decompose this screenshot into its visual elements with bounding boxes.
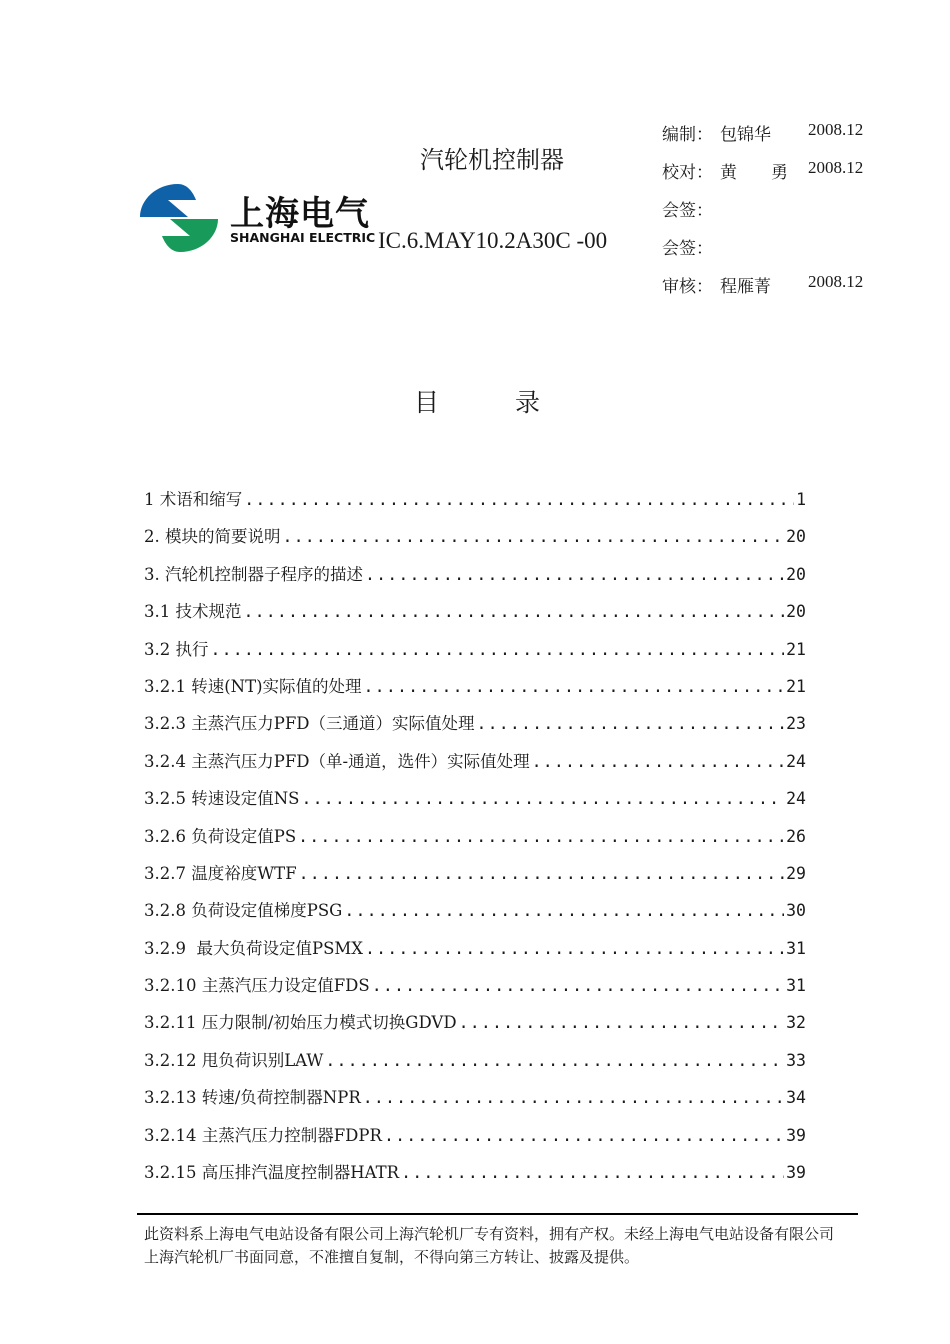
- toc-entry[interactable]: [144, 1084, 806, 1121]
- toc-entry-title: 3.2.7 温度裕度WTF: [144, 863, 297, 883]
- approval-block: [662, 120, 892, 310]
- toc-entry-title: 3.2.14 主蒸汽压力控制器FDPR: [144, 1125, 382, 1145]
- toc-entry[interactable]: [144, 972, 806, 1009]
- approval-label: 编制：: [662, 125, 713, 145]
- toc-dot-leader: [384, 1126, 784, 1145]
- toc-dot-leader: [283, 527, 785, 546]
- toc-entry-title: 3. 汽轮机控制器子程序的描述: [144, 564, 363, 584]
- approval-date: 2008.12: [808, 120, 864, 139]
- toc-entry[interactable]: [144, 523, 806, 560]
- toc-entry-title: 3.2.11 压力限制/初始压力模式切换GDVD: [144, 1013, 457, 1033]
- toc-entry[interactable]: [144, 486, 806, 523]
- toc-dot-leader: [532, 752, 785, 771]
- toc-entry[interactable]: [144, 636, 806, 673]
- footer-divider: [137, 1213, 858, 1215]
- approval-row-review: [662, 272, 892, 310]
- toc-entry-title: 1 术语和缩写: [144, 490, 243, 509]
- toc-entry[interactable]: [144, 860, 806, 897]
- toc-entry[interactable]: [144, 897, 806, 934]
- toc-dot-leader: [298, 827, 784, 846]
- approval-row-compiled: [662, 120, 892, 158]
- toc-entry-title: 3.2.3 主蒸汽压力PFD（三通道）实际值处理: [144, 714, 475, 734]
- toc-entry-title: 3.2.15 高压排汽温度控制器HATR: [144, 1163, 400, 1183]
- logo-name-en: SHANGHAI ELECTRIC: [230, 230, 376, 245]
- toc-page-number: 32: [786, 1013, 806, 1033]
- toc-dot-leader: [244, 490, 794, 509]
- shanghai-electric-logo: [138, 180, 413, 258]
- toc-dot-leader: [211, 640, 785, 659]
- document-title: 汽轮机控制器: [420, 146, 564, 174]
- toc-entry-title: 3.2.1 转速(NT)实际值的处理: [144, 676, 362, 696]
- toc-dot-leader: [365, 565, 784, 584]
- toc-page-number: 31: [786, 938, 806, 958]
- toc-entry[interactable]: [144, 561, 806, 598]
- toc-dot-leader: [401, 1163, 784, 1182]
- toc-dot-leader: [459, 1013, 785, 1032]
- toc-page-number: 24: [786, 789, 806, 809]
- toc-dot-leader: [244, 602, 785, 621]
- toc-page-number: 20: [786, 564, 806, 584]
- approval-row-proofread: [662, 158, 892, 196]
- toc-entry[interactable]: [144, 935, 806, 972]
- toc-entry[interactable]: [144, 1159, 806, 1196]
- approval-row-countersign-2: [662, 234, 892, 272]
- toc-page-number: 20: [786, 527, 806, 547]
- toc-entry[interactable]: [144, 1009, 806, 1046]
- toc-dot-leader: [365, 939, 784, 958]
- approval-label: 校对：: [662, 163, 713, 183]
- approval-date: 2008.12: [808, 158, 864, 177]
- toc-entry-title: 3.2.4 主蒸汽压力PFD（单-通道，选件）实际值处理: [144, 751, 530, 771]
- toc-page-number: 24: [786, 751, 806, 771]
- toc-entry[interactable]: [144, 748, 806, 785]
- toc-entry-title: 3.2.12 甩负荷识别LAW: [144, 1050, 324, 1070]
- toc-page-number: 23: [786, 714, 806, 734]
- toc-page-number: 34: [786, 1088, 806, 1108]
- toc-entry-title: 3.2.9 最大负荷设定值PSMX: [144, 938, 364, 958]
- toc-page-number: 30: [786, 901, 806, 921]
- toc-entry-title: 2. 模块的简要说明: [144, 527, 281, 547]
- toc-page-number: 39: [786, 1163, 806, 1183]
- toc-entry[interactable]: [144, 673, 806, 710]
- toc-page-number: 21: [786, 676, 806, 696]
- table-of-contents: [144, 486, 806, 1196]
- toc-dot-leader: [301, 789, 784, 808]
- toc-page-number: 21: [786, 639, 806, 659]
- approval-name: 程雁菁: [720, 277, 771, 297]
- toc-page-number: 39: [786, 1125, 806, 1145]
- footer-copyright-notice: 此资料系上海电气电站设备有限公司上海汽轮机厂专有资料，拥有产权。未经上海电气电站设备有限公司上海汽轮机厂书面同意，不准擅自复制，不得向第三方转让、披露及提供。: [144, 1225, 835, 1266]
- logo-name-cn: 上海电气: [230, 194, 370, 234]
- toc-entry[interactable]: [144, 710, 806, 747]
- toc-entry-title: 3.2.6 负荷设定值PS: [144, 826, 297, 846]
- document-code: IC.6.MAY10.2A30C -00: [378, 228, 608, 253]
- toc-entry[interactable]: [144, 785, 806, 822]
- toc-page-number: 20: [786, 602, 806, 622]
- toc-entry-title: 3.2.8 负荷设定值梯度PSG: [144, 901, 343, 921]
- approval-label: 审核：: [662, 277, 713, 297]
- toc-dot-leader: [372, 976, 784, 995]
- approval-name: 包锦华: [720, 125, 771, 145]
- toc-dot-leader: [299, 864, 784, 883]
- toc-page-number: 31: [786, 976, 806, 996]
- toc-page-number: 26: [786, 826, 806, 846]
- toc-entry[interactable]: [144, 598, 806, 635]
- toc-dot-leader: [325, 1051, 784, 1070]
- toc-dot-leader: [363, 1088, 784, 1107]
- approval-label: 会签：: [662, 201, 713, 221]
- toc-entry[interactable]: [144, 823, 806, 860]
- approval-row-countersign-1: [662, 196, 892, 234]
- toc-entry[interactable]: [144, 1122, 806, 1159]
- approval-label: 会签：: [662, 239, 713, 259]
- toc-entry-title: 3.2.10 主蒸汽压力设定值FDS: [144, 976, 370, 996]
- toc-page-number: 33: [786, 1050, 806, 1070]
- toc-entry-title: 3.2.13 转速/负荷控制器NPR: [144, 1088, 361, 1108]
- toc-entry-title: 3.1 技术规范: [144, 602, 242, 622]
- toc-dot-leader: [344, 901, 784, 920]
- toc-dot-leader: [477, 714, 785, 733]
- approval-date: 2008.12: [808, 272, 864, 291]
- logo-emblem-icon: [138, 180, 220, 256]
- toc-page-number: 29: [786, 863, 806, 883]
- toc-entry-title: 3.2 执行: [144, 639, 209, 659]
- toc-page-number: 1: [796, 490, 806, 509]
- approval-name: 黄 勇: [720, 163, 788, 183]
- toc-entry[interactable]: [144, 1047, 806, 1084]
- toc-entry-title: 3.2.5 转速设定值NS: [144, 789, 300, 809]
- toc-heading: 目录: [414, 388, 617, 417]
- toc-dot-leader: [364, 677, 785, 696]
